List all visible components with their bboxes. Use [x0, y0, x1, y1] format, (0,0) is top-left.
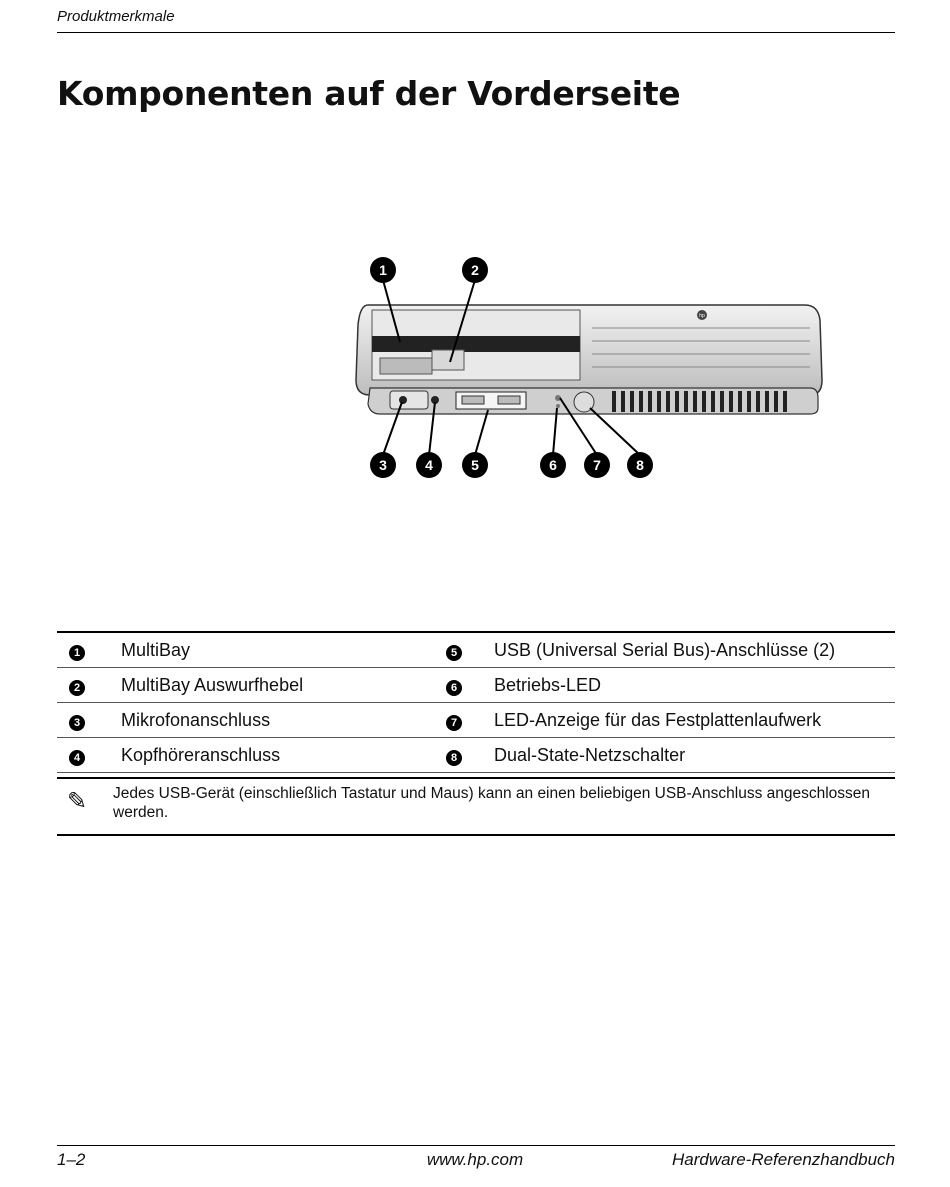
table-row — [57, 632, 895, 668]
page-number: 1–2 — [57, 1150, 86, 1169]
table-row — [57, 738, 895, 773]
legend-label: Dual-State-Netzschalter — [494, 738, 895, 773]
legend-number: 3 — [69, 715, 85, 731]
table-row — [57, 703, 895, 738]
pencil-note-icon: ✎ — [67, 788, 88, 815]
callout-2-label: 2 — [471, 262, 479, 278]
footer-rule — [57, 1145, 895, 1146]
component-legend-table — [57, 631, 895, 773]
note-box — [57, 777, 895, 836]
note-text: Jedes USB-Gerät (einschließlich Tastatur und Maus) kann an einen beliebigen USB-Anschluss angeschlossen werden. — [113, 785, 871, 821]
front-panel-figure — [340, 250, 830, 490]
callout-6-label: 6 — [549, 457, 557, 473]
legend-number: 6 — [446, 680, 462, 696]
footer-url: www.hp.com — [426, 1150, 524, 1169]
table-row — [57, 668, 895, 703]
legend-label: MultiBay — [121, 632, 446, 668]
legend-label: LED-Anzeige für das Festplattenlaufwerk — [494, 703, 895, 738]
running-head: Produktmerkmale — [57, 8, 175, 25]
legend-label: Mikrofonanschluss — [121, 703, 446, 738]
computer-front-illustration — [340, 250, 830, 490]
callout-1-label: 1 — [379, 262, 387, 278]
legend-label: Kopfhöreranschluss — [121, 738, 446, 773]
legend-number: 7 — [446, 715, 462, 731]
callout-3-label: 3 — [379, 457, 387, 473]
hp-logo-text: hp — [699, 313, 705, 319]
legend-label: USB (Universal Serial Bus)-Anschlüsse (2) — [494, 632, 895, 668]
legend-number: 5 — [446, 645, 462, 661]
callout-8-label: 8 — [636, 457, 644, 473]
callout-5-label: 5 — [471, 457, 479, 473]
callout-7-label: 7 — [593, 457, 601, 473]
legend-number: 1 — [69, 645, 85, 661]
legend-label: Betriebs-LED — [494, 668, 895, 703]
page-title: Komponenten auf der Vorderseite — [57, 74, 681, 113]
legend-number: 2 — [69, 680, 85, 696]
legend-number: 8 — [446, 750, 462, 766]
header-rule — [57, 32, 895, 33]
legend-label: MultiBay Auswurfhebel — [121, 668, 446, 703]
book-title: Hardware-Referenzhandbuch — [671, 1150, 895, 1169]
callout-4-label: 4 — [425, 457, 433, 473]
legend-number: 4 — [69, 750, 85, 766]
